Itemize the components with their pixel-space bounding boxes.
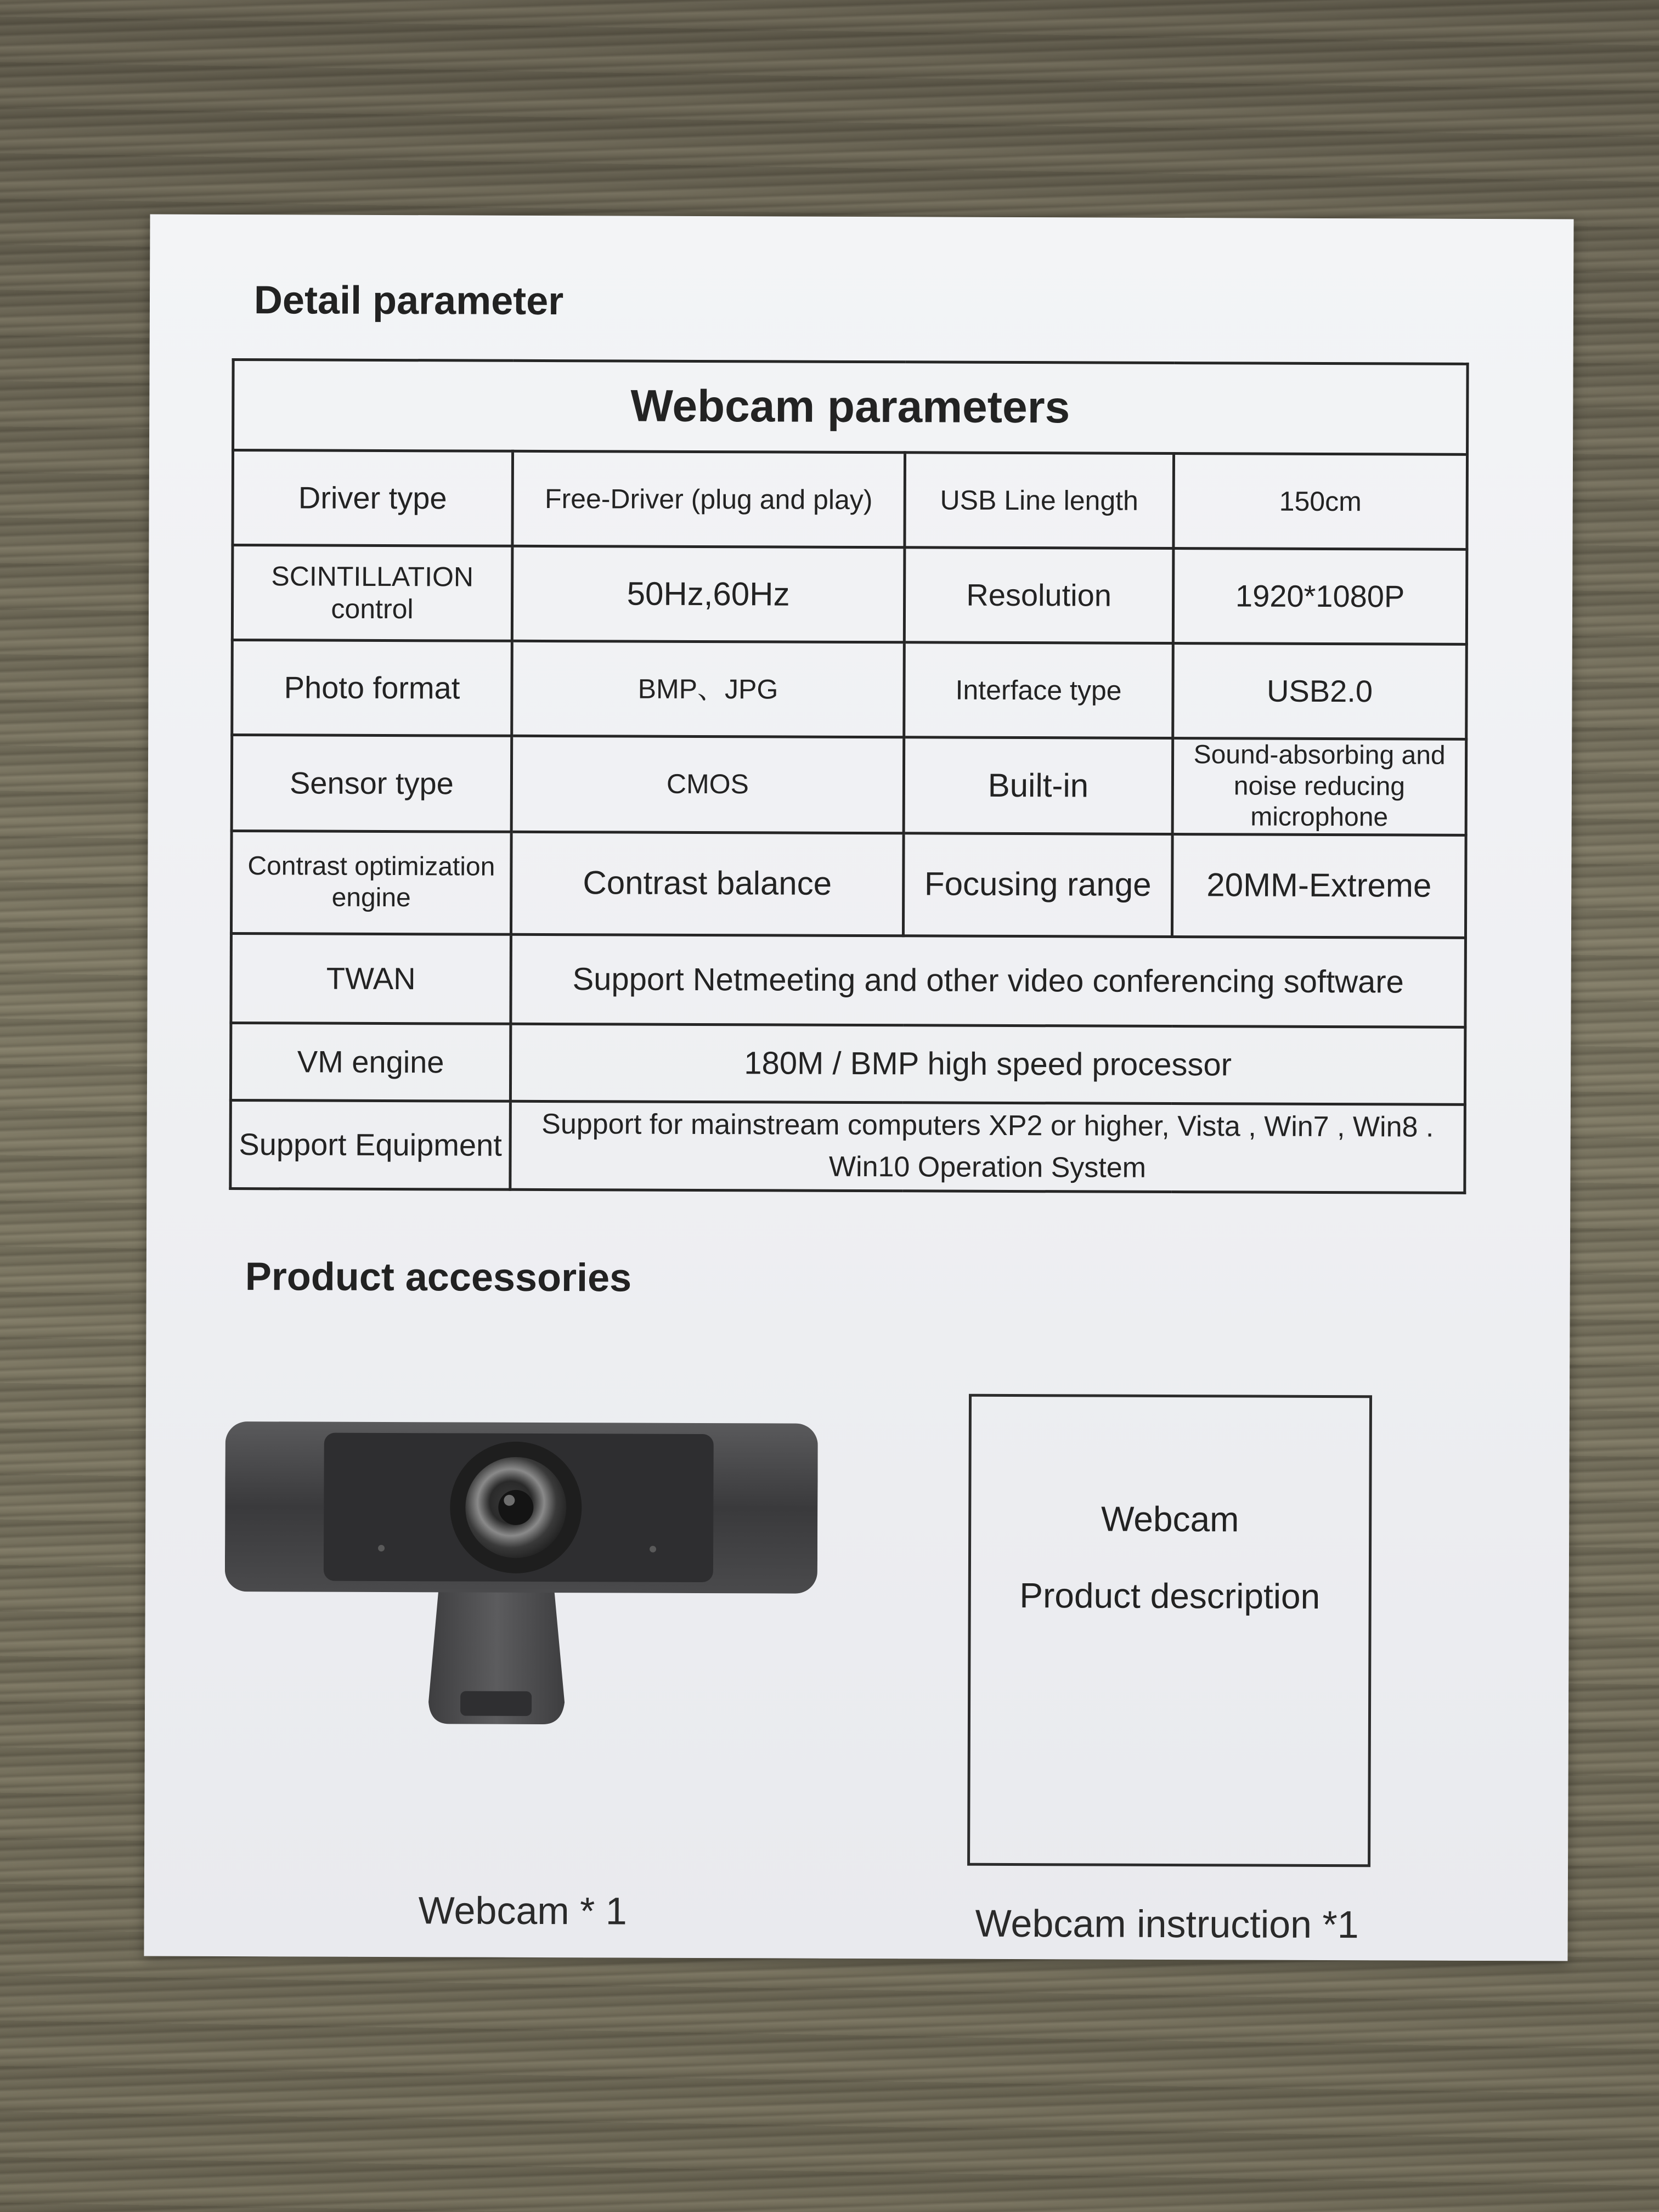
table-row xyxy=(230,1023,1465,1104)
param-label: Resolution xyxy=(904,548,1173,644)
param-value: Sound-absorbing and noise reducing microphone xyxy=(1172,738,1466,835)
webcam-image xyxy=(224,1416,818,1747)
param-value: 1920*1080P xyxy=(1173,548,1467,644)
param-value: 50Hz,60Hz xyxy=(512,546,905,642)
webcam-mic-dot xyxy=(378,1545,385,1551)
param-value: Contrast balance xyxy=(511,832,904,935)
param-value: CMOS xyxy=(511,736,904,833)
webcam-lens-center xyxy=(498,1490,533,1525)
param-label: Focusing range xyxy=(903,833,1172,937)
table-row xyxy=(231,831,1466,938)
param-value: Free-Driver (plug and play) xyxy=(512,451,905,547)
instruction-booklet-image xyxy=(967,1394,1372,1867)
param-label: Support Equipment xyxy=(230,1100,511,1189)
instruction-caption: Webcam instruction *1 xyxy=(975,1901,1359,1946)
param-value: BMP、JPG xyxy=(512,641,905,737)
param-label: Built-in xyxy=(904,737,1173,834)
param-label: VM engine xyxy=(230,1023,510,1101)
webcam-stand-foot xyxy=(460,1691,532,1716)
webcam-lens-glint xyxy=(504,1495,515,1506)
webcam-mic-dot xyxy=(650,1546,656,1553)
table-row xyxy=(233,450,1468,550)
table-row xyxy=(232,545,1467,645)
instruction-card xyxy=(144,214,1573,1961)
booklet-subtitle: Product description xyxy=(1019,1576,1321,1616)
param-label: Sensor type xyxy=(232,735,512,832)
detail-parameter-heading: Detail parameter xyxy=(253,278,564,324)
param-value: USB2.0 xyxy=(1173,643,1467,739)
param-value: 20MM-Extreme xyxy=(1172,834,1466,938)
param-value: Support for mainstream computers XP2 or higher, Vista , Win7 , Win8 . Win10 Operation System xyxy=(510,1101,1465,1193)
table-row xyxy=(232,640,1467,740)
param-value: Support Netmeeting and other video conferencing software xyxy=(511,934,1466,1027)
param-label: USB Line length xyxy=(905,453,1174,549)
webcam-parameters-table xyxy=(229,358,1469,1194)
param-label: SCINTILLATION control xyxy=(232,545,512,641)
param-label: TWAN xyxy=(231,933,511,1024)
booklet-title: Webcam xyxy=(1101,1499,1239,1539)
param-label: Driver type xyxy=(233,450,513,546)
table-title: Webcam parameters xyxy=(233,360,1468,455)
param-value: 150cm xyxy=(1173,453,1468,549)
table-row xyxy=(231,933,1466,1027)
param-value: 180M / BMP high speed processor xyxy=(510,1024,1465,1104)
table-row xyxy=(230,1100,1465,1193)
webcam-caption: Webcam * 1 xyxy=(418,1889,627,1933)
param-label: Interface type xyxy=(904,642,1173,738)
param-label: Contrast optimization engine xyxy=(231,831,511,934)
product-accessories-heading: Product accessories xyxy=(245,1255,632,1300)
table-row xyxy=(232,735,1466,836)
param-label: Photo format xyxy=(232,640,512,736)
